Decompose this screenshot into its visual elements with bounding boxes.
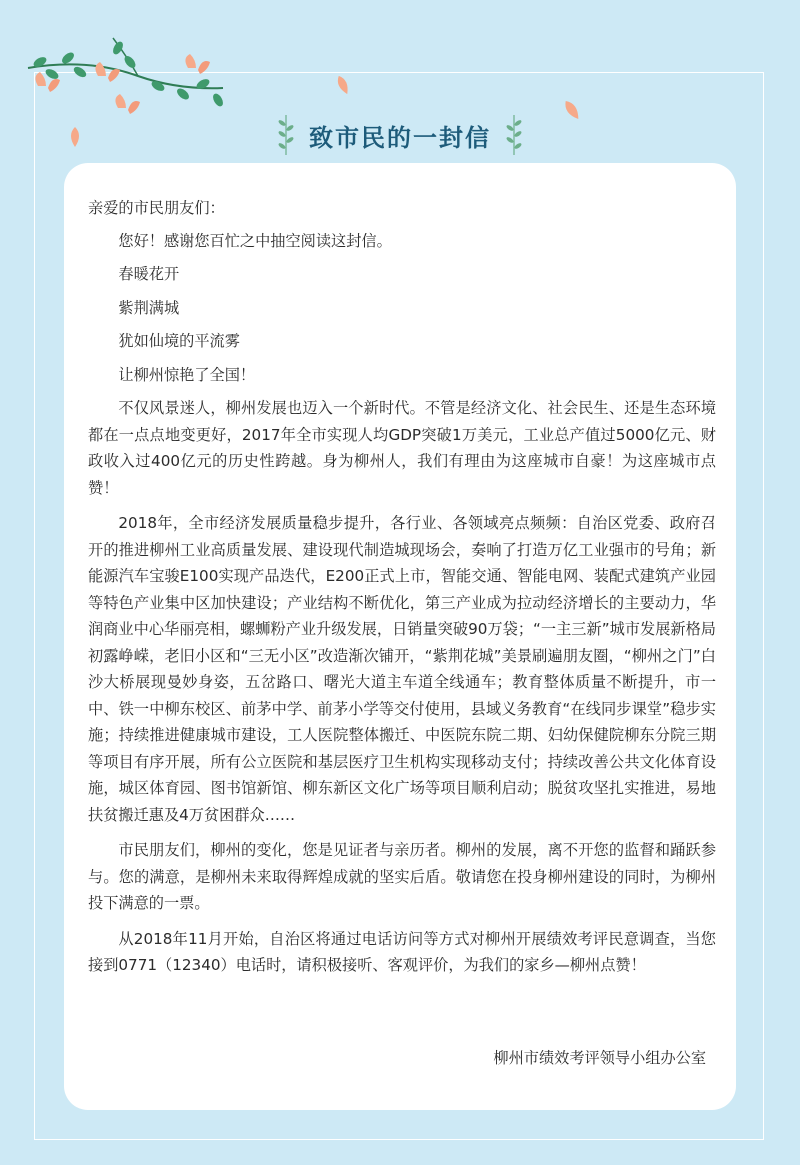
signature: 柳州市绩效考评领导小组办公室 — [493, 1049, 706, 1067]
greeting: 亲爱的市民朋友们： — [88, 199, 225, 217]
letter-line: 春暖花开 — [118, 265, 180, 283]
page-title: 致市民的一封信 — [309, 123, 491, 152]
petal-icon — [334, 74, 352, 96]
letter-paragraph: 2018年，全市经济发展质量稳步提升，各行业、各领域亮点频频：自治区党委、政府召开的推进柳州工业高质量发展、建设现代制造城现场会，奏响了打造万亿工业强市的号角；新能源汽车宝骏E100实现产品迭代，E200正式上市，智能交通、智能电网、装配式建筑产业园等特色产业集中区加快建设；产业结构不断优化，第三产业成为拉动经济增长的主要动力，华润商业中心华丽亮相，螺蛳粉产业升级发展，日销量突破90万袋；“一主三新”城市发展新格局初露峥嵘，老旧小区和“三无小区”改造渐次铺开，“紫荆花城”美景刷遍朋友圈，“柳州之门”白沙大桥展现曼妙身姿，五岔路口、曙光大道主车道全线通车；教育整体质量不断提升，市一中、铁一中柳东校区、前茅中学、前茅小学等交付使用，县域义务教育“在线同步课堂”稳步实施；持续推进健康城市建设，工人医院整体搬迁、中医院东院二期、妇幼保健院柳东分院三期等项目有序开展，所有公立医院和基层医疗卫生机构实现移动支付；持续改善公共文化体育设施，城区体育园、图书馆新馆、柳东新区文化广场等项目顺利启动；脱贫攻坚扎实推进，易地扶贫搬迁惠及4万贫困群众…… — [88, 514, 716, 824]
flower-branch-icon — [18, 28, 238, 118]
letter-paragraph: 从2018年11月开始，自治区将通过电话访问等方式对柳州开展绩效考评民意调查，当您接到0771（12340）电话时，请积极接听、客观评价，为我们的家乡—柳州点赞！ — [88, 929, 716, 974]
letter-body — [88, 195, 716, 988]
letter-line: 犹如仙境的平流雾 — [118, 332, 240, 350]
letter-line: 让柳州惊艳了全国！ — [118, 365, 256, 384]
leaf-sprig-icon — [277, 113, 295, 157]
leaf-sprig-icon — [505, 113, 523, 157]
letter-paragraph: 市民朋友们，柳州的变化，您是见证者与亲历者。柳州的发展，离不开您的监督和踊跃参与。您的满意，是柳州未来取得辉煌成就的坚实后盾。敬请您在投身柳州建设的同时，为柳州投下满意的一票。 — [88, 841, 716, 912]
letter-line: 您好！感谢您百忙之中抽空阅读这封信。 — [118, 231, 392, 250]
letter-line: 紫荆满城 — [118, 298, 180, 317]
letter-paragraph: 不仅风景迷人，柳州发展也迈入一个新时代。不管是经济文化、社会民生、还是生态环境都在一点点地变更好，2017年全市实现人均GDP突破1万美元，工业总产值过5000亿元、财政收入过400亿元的历史性跨越。身为柳州人，我们有理由为这座城市自豪！为这座城市点赞！ — [88, 399, 716, 497]
